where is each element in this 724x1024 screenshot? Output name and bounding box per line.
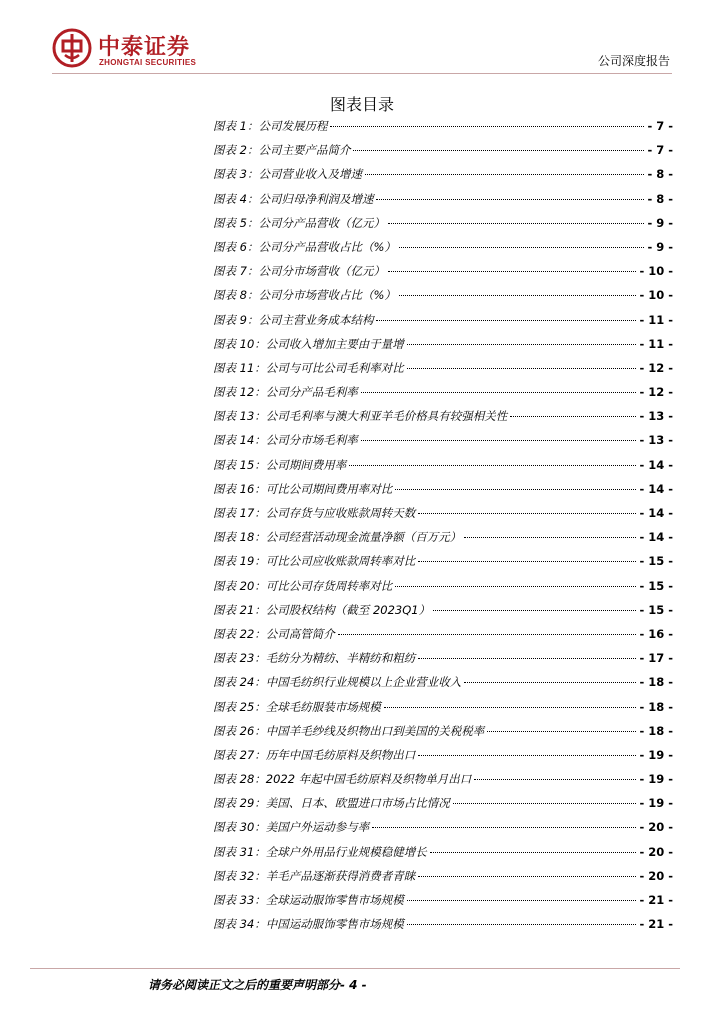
toc-entry-label: 图表 14：公司分市场毛利率 (213, 433, 358, 448)
toc-entry-page-number: - 18 - (639, 699, 673, 714)
toc-leader-dots (376, 320, 636, 321)
toc-entry-label: 图表 21：公司股权结构（截至 2023Q1） (213, 602, 431, 617)
toc-leader-dots (338, 634, 637, 635)
toc-leader-dots (399, 247, 645, 248)
toc-entry-page-number: - 14 - (639, 457, 673, 472)
toc-leader-dots (399, 295, 637, 296)
toc-entry[interactable] (213, 771, 673, 795)
toc-leader-dots (474, 779, 636, 780)
toc-leader-dots (418, 755, 636, 756)
toc-entry[interactable] (213, 553, 673, 577)
toc-entry[interactable] (213, 578, 673, 602)
toc-entry-label: 图表 17：公司存货与应收账款周转天数 (213, 506, 416, 520)
toc-leader-dots (418, 658, 636, 659)
toc-entry[interactable] (213, 336, 673, 360)
toc-leader-dots (464, 682, 636, 683)
toc-entry-page-number: - 19 - (639, 796, 673, 811)
toc-leader-dots (430, 852, 637, 853)
toc-leader-dots (407, 344, 637, 345)
toc-entry-label: 图表 11：公司与可比公司毛利率对比 (213, 360, 404, 375)
toc-entry[interactable] (213, 674, 673, 698)
toc-leader-dots (453, 803, 637, 804)
toc-entry[interactable] (213, 360, 673, 384)
toc-entry-label: 图表 24：中国毛纺织行业规模以上企业营业收入 (213, 675, 462, 690)
toc-entry[interactable] (213, 432, 673, 456)
toc-entry-page-number: - 11 - (639, 336, 673, 351)
document-type-label: 公司深度报告 (597, 54, 670, 68)
toc-entry[interactable] (213, 118, 673, 142)
toc-leader-dots (376, 199, 644, 200)
toc-entry[interactable] (213, 239, 673, 263)
toc-leader-dots (487, 731, 636, 732)
toc-entry-page-number: - 19 - (639, 772, 673, 787)
toc-entry-label: 图表 27：历年中国毛纺原料及织物出口 (213, 747, 416, 762)
footer-disclaimer: 请务必阅读正文之后的重要声明部分- 4 - (148, 978, 367, 992)
toc-entry[interactable] (213, 529, 673, 553)
toc-entry-page-number: - 14 - (639, 506, 673, 520)
toc-entry-label: 图表 28：2022 年起中国毛纺原料及织物单月出口 (213, 772, 472, 787)
zhongtai-logo-icon (52, 28, 92, 68)
toc-entry-page-number: - 20 - (639, 844, 673, 859)
toc-entry[interactable] (213, 191, 673, 215)
toc-entry-label: 图表 33：全球运动服饰零售市场规模 (213, 893, 404, 907)
toc-entry-page-number: - 13 - (639, 409, 673, 424)
toc-entry[interactable] (213, 747, 673, 771)
toc-entry[interactable] (213, 287, 673, 311)
toc-entry-page-number: - 7 - (647, 143, 673, 158)
header-divider (52, 73, 672, 74)
toc-entry-page-number: - 18 - (639, 675, 673, 690)
toc-entry-page-number: - 12 - (639, 360, 673, 375)
toc-entry-page-number: - 18 - (639, 723, 673, 738)
toc-entry-label: 图表 18：公司经营活动现金流量净额（百万元） (213, 530, 462, 545)
toc-leader-dots (353, 150, 644, 151)
toc-entry[interactable] (213, 384, 673, 408)
toc-leader-dots (330, 126, 644, 127)
toc-entry-page-number: - 21 - (639, 893, 673, 907)
toc-entry-page-number: - 8 - (647, 167, 673, 182)
toc-entry[interactable] (213, 844, 673, 868)
brand-name-cn: 中泰证券 (98, 35, 191, 60)
toc-entry[interactable] (213, 819, 673, 843)
toc-entry-page-number: - 17 - (639, 651, 673, 666)
toc-entry-label: 图表 31：全球户外用品行业规模稳健增长 (213, 844, 427, 859)
toc-entry[interactable] (213, 481, 673, 505)
toc-leader-dots (388, 271, 636, 272)
toc-entry-page-number: - 13 - (639, 433, 673, 448)
toc-entry-label: 图表 34：中国运动服饰零售市场规模 (213, 917, 404, 932)
toc-leader-dots (407, 900, 637, 901)
toc-entry[interactable] (213, 602, 673, 626)
toc-entry-page-number: - 9 - (647, 215, 673, 230)
toc-entry[interactable] (213, 868, 673, 892)
toc-entry-page-number: - 20 - (639, 820, 673, 835)
toc-entry-page-number: - 16 - (639, 626, 673, 641)
toc-leader-dots (418, 876, 636, 877)
toc-leader-dots (407, 368, 637, 369)
toc-entry-label: 图表 3：公司营业收入及增速 (213, 167, 362, 182)
toc-entry-label: 图表 22：公司高管简介 (213, 626, 335, 641)
toc-entry-label: 图表 29：美国、日本、欧盟进口市场占比情况 (213, 796, 450, 811)
toc-leader-dots (418, 561, 636, 562)
toc-entry-label: 图表 19：可比公司应收账款周转率对比 (213, 554, 416, 569)
toc-entry-label: 图表 20：可比公司存货周转率对比 (213, 578, 393, 593)
toc-entry-label: 图表 4：公司归母净利润及增速 (213, 191, 374, 206)
toc-entry-page-number: - 20 - (639, 868, 673, 883)
toc-entry[interactable] (213, 142, 673, 166)
toc-entry-label: 图表 5：公司分产品营收（亿元） (213, 215, 385, 230)
toc-entry-page-number: - 19 - (639, 747, 673, 762)
toc-entry[interactable] (213, 505, 673, 529)
toc-entry-label: 图表 26：中国羊毛纱线及织物出口到美国的关税税率 (213, 723, 485, 738)
toc-entry-label: 图表 10：公司收入增加主要由于量增 (213, 336, 404, 351)
toc-entry-page-number: - 9 - (647, 239, 673, 254)
toc-entry-page-number: - 10 - (639, 288, 673, 303)
toc-leader-dots (464, 537, 636, 538)
table-of-figures (213, 118, 673, 940)
toc-title: 图表目录 (329, 95, 394, 114)
toc-leader-dots (433, 610, 636, 611)
toc-entry-label: 图表 13：公司毛利率与澳大利亚羊毛价格具有较强相关性 (213, 409, 508, 424)
toc-entry[interactable] (213, 699, 673, 723)
toc-entry[interactable] (213, 723, 673, 747)
toc-entry-label: 图表 1：公司发展历程 (213, 119, 328, 133)
toc-entry-label: 图表 8：公司分市场营收占比（%） (213, 288, 396, 303)
toc-entry[interactable] (213, 408, 673, 432)
toc-entry[interactable] (213, 312, 673, 336)
toc-leader-dots (349, 465, 636, 466)
toc-entry-label: 图表 23：毛纺分为精纺、半精纺和粗纺 (213, 651, 416, 666)
brand-name-en: ZHONGTAI SECURITIES (99, 58, 197, 67)
toc-entry-page-number: - 15 - (639, 554, 673, 569)
toc-entry-label: 图表 6：公司分产品营收占比（%） (213, 239, 396, 254)
toc-entry-page-number: - 12 - (639, 385, 673, 400)
toc-leader-dots (372, 827, 636, 828)
toc-entry-page-number: - 14 - (639, 481, 673, 496)
toc-entry-page-number: - 10 - (639, 264, 673, 279)
toc-entry-page-number: - 15 - (639, 578, 673, 593)
toc-leader-dots (407, 924, 637, 925)
toc-entry-label: 图表 25：全球毛纺服装市场规模 (213, 699, 381, 714)
toc-entry-label: 图表 16：可比公司期间费用率对比 (213, 481, 393, 496)
toc-entry[interactable] (213, 892, 673, 916)
toc-leader-dots (395, 586, 636, 587)
toc-leader-dots (384, 707, 637, 708)
toc-leader-dots (395, 489, 636, 490)
toc-entry-label: 图表 12：公司分产品毛利率 (213, 385, 358, 400)
footer-divider (30, 968, 680, 969)
toc-entry-label: 图表 30：美国户外运动参与率 (213, 820, 370, 835)
toc-leader-dots (365, 174, 644, 175)
toc-entry-label: 图表 15：公司期间费用率 (213, 457, 347, 472)
toc-leader-dots (361, 392, 637, 393)
toc-entry[interactable] (213, 263, 673, 287)
toc-leader-dots (418, 513, 636, 514)
toc-leader-dots (361, 440, 637, 441)
toc-entry[interactable] (213, 626, 673, 650)
toc-entry-page-number: - 14 - (639, 530, 673, 545)
toc-entry[interactable] (213, 457, 673, 481)
toc-leader-dots (510, 416, 636, 417)
toc-entry[interactable] (213, 215, 673, 239)
toc-entry[interactable] (213, 795, 673, 819)
toc-entry[interactable] (213, 916, 673, 940)
toc-entry-label: 图表 7：公司分市场营收（亿元） (213, 264, 385, 279)
toc-entry-label: 图表 32：羊毛产品逐渐获得消费者青睐 (213, 868, 416, 883)
toc-entry[interactable] (213, 166, 673, 190)
toc-entry-page-number: - 21 - (639, 917, 673, 932)
toc-entry-page-number: - 7 - (647, 119, 673, 133)
toc-entry-page-number: - 15 - (639, 602, 673, 617)
toc-entry[interactable] (213, 650, 673, 674)
toc-entry-page-number: - 8 - (647, 191, 673, 206)
toc-entry-label: 图表 2：公司主要产品简介 (213, 143, 351, 158)
toc-entry-page-number: - 11 - (639, 312, 673, 327)
page-header (0, 0, 724, 80)
toc-entry-label: 图表 9：公司主营业务成本结构 (213, 312, 374, 327)
toc-leader-dots (388, 223, 644, 224)
